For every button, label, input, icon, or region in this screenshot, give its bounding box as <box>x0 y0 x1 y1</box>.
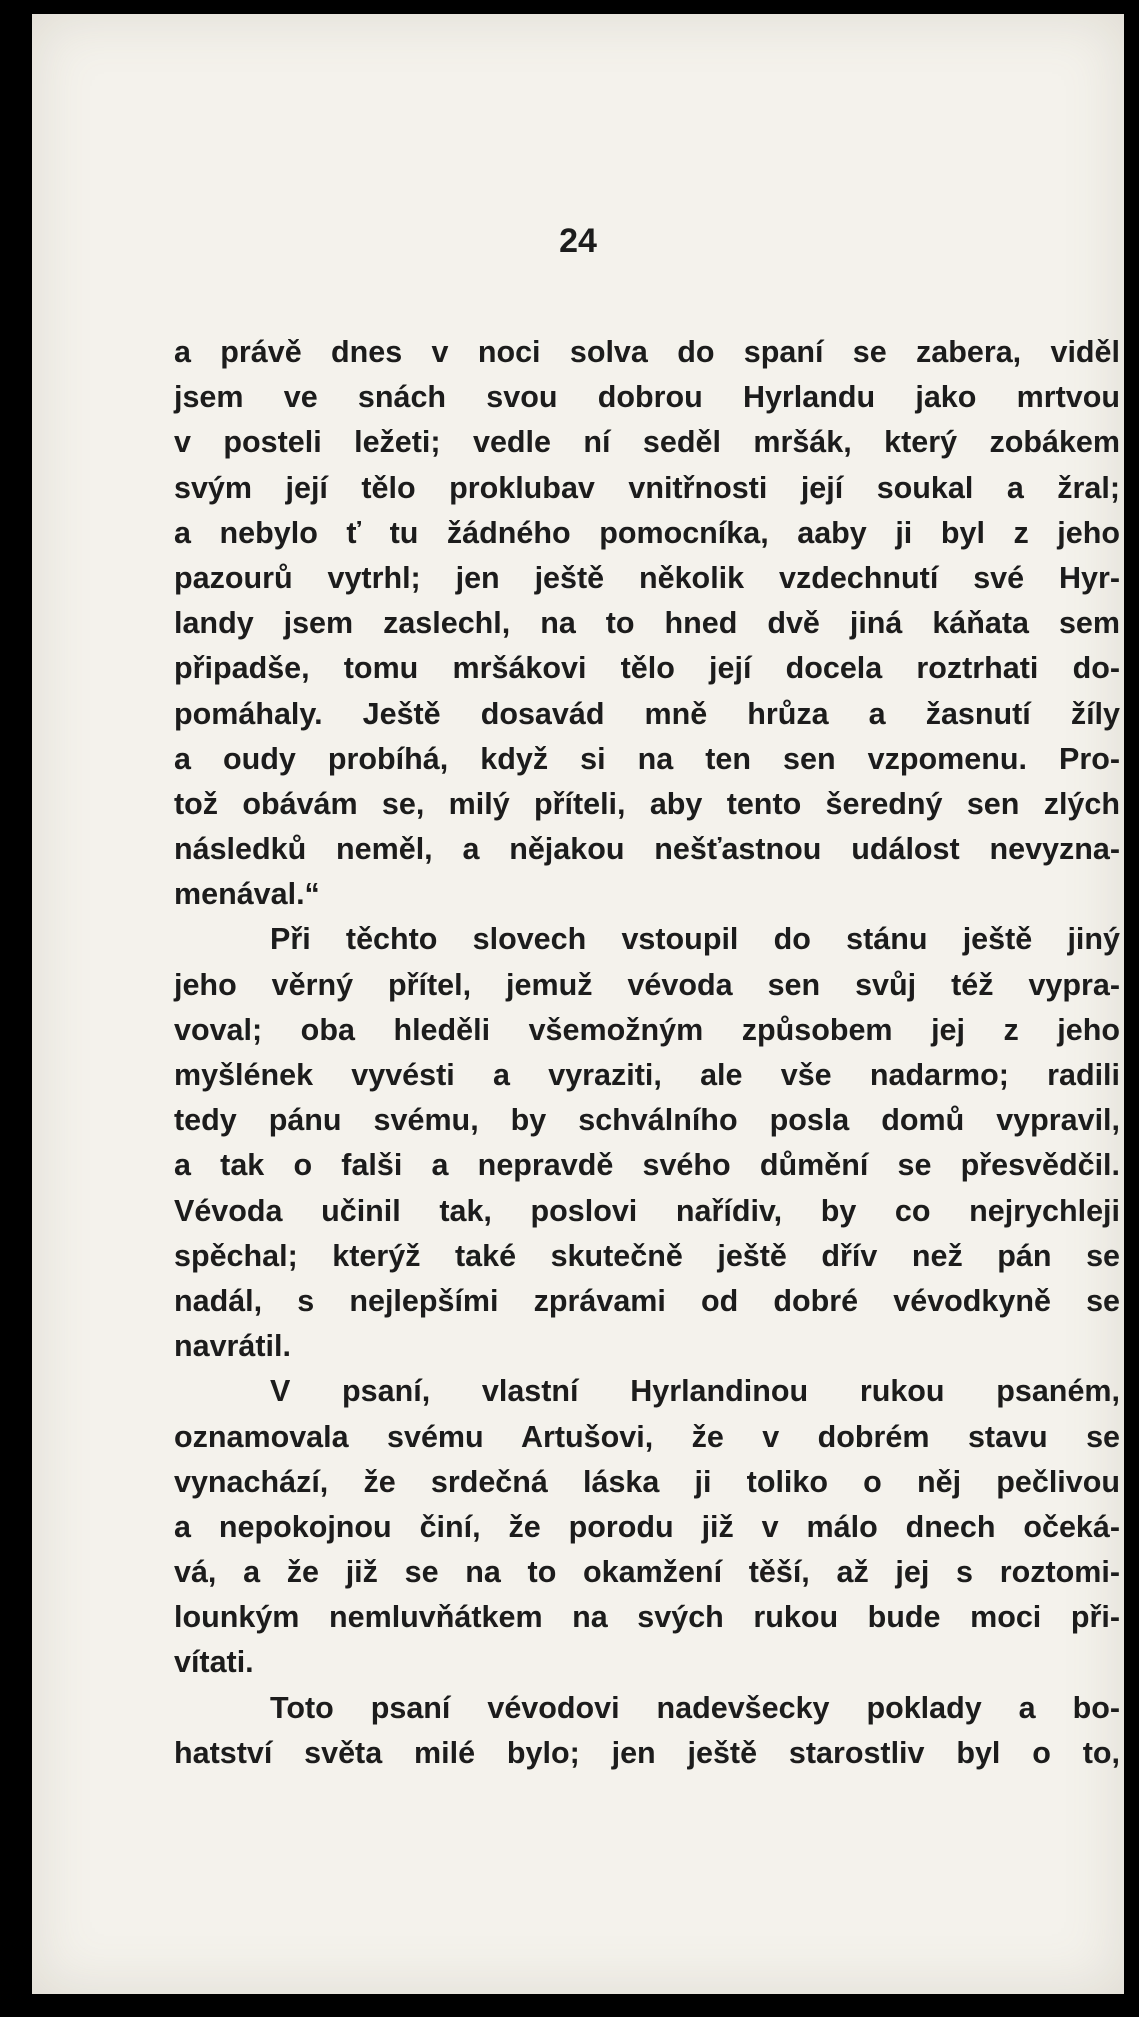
text-line: svým její tělo proklubav vnitřnosti její soukal a žral; <box>174 470 1120 505</box>
text-line: pazourů vytrhl; jen ještě několik vzdechnutí své Hyr- <box>174 560 1120 595</box>
text-line: menával.“ <box>174 877 320 912</box>
text-line: a tak o falši a nepravdě svého důmění se přesvědčil. <box>174 1148 1120 1183</box>
text-line: tedy pánu svému, by schválního posla domů vypravil, <box>174 1103 1120 1138</box>
body-text <box>174 330 1120 1776</box>
text-line: voval; oba hleděli všemožným způsobem jej z jeho <box>174 1012 1120 1047</box>
text-line: lounkým nemluvňátkem na svých rukou bude moci při- <box>174 1600 1120 1635</box>
text-line: tož obávám se, milý příteli, aby tento šeredný sen zlých <box>174 786 1120 821</box>
text-line: jeho věrný přítel, jemuž vévoda sen svůj též vypra- <box>174 967 1120 1002</box>
text-line: v posteli ležeti; vedle ní seděl mršák, který zobákem <box>174 425 1120 460</box>
text-line: Vévoda učinil tak, poslovi nařídiv, by co nejrychleji <box>174 1193 1120 1228</box>
text-line: Při těchto slovech vstoupil do stánu ještě jiný <box>270 922 1120 957</box>
text-line: vítati. <box>174 1645 254 1680</box>
book-page <box>32 14 1124 1994</box>
text-line: V psaní, vlastní Hyrlandinou rukou psaném, <box>270 1374 1120 1409</box>
text-line: nadál, s nejlepšími zprávami od dobré vévodkyně se <box>174 1283 1120 1318</box>
text-line: a právě dnes v noci solva do spaní se zabera, viděl <box>174 335 1120 369</box>
text-line: vá, a že již se na to okamžení těší, až jej s roztomi- <box>174 1555 1120 1590</box>
text-line: připadše, tomu mršákovi tělo její docela roztrhati do- <box>174 651 1120 686</box>
text-line: spěchal; kterýž také skutečně ještě dřív než pán se <box>174 1238 1120 1273</box>
text-line: a nebylo ť tu žádného pomocníka, aaby ji byl z jeho <box>174 515 1120 550</box>
text-line: hatství světa milé bylo; jen ještě starostliv byl o to, <box>174 1735 1120 1770</box>
text-line: oznamovala svému Artušovi, že v dobrém stavu se <box>174 1419 1120 1454</box>
text-line: landy jsem zaslechl, na to hned dvě jiná káňata sem <box>174 606 1120 641</box>
text-line: Toto psaní vévodovi nadevšecky poklady a bo- <box>270 1690 1120 1725</box>
text-line: pomáhaly. Ještě dosavád mně hrůza a žasnutí žíly <box>174 696 1120 731</box>
text-line: myšlének vyvésti a vyraziti, ale vše nadarmo; radili <box>174 1058 1120 1092</box>
text-line: jsem ve snách svou dobrou Hyrlandu jako mrtvou <box>174 380 1120 415</box>
page-number: 24 <box>559 222 597 260</box>
text-line: a nepokojnou činí, že porodu již v málo dnech očeká- <box>174 1509 1120 1544</box>
text-line: následků neměl, a nějakou nešťastnou událost nevyzna- <box>174 832 1120 867</box>
text-line: a oudy probíhá, když si na ten sen vzpomenu. Pro- <box>174 741 1120 776</box>
text-line: vynachází, že srdečná láska ji toliko o něj pečlivou <box>174 1464 1120 1499</box>
text-line: navrátil. <box>174 1329 291 1364</box>
